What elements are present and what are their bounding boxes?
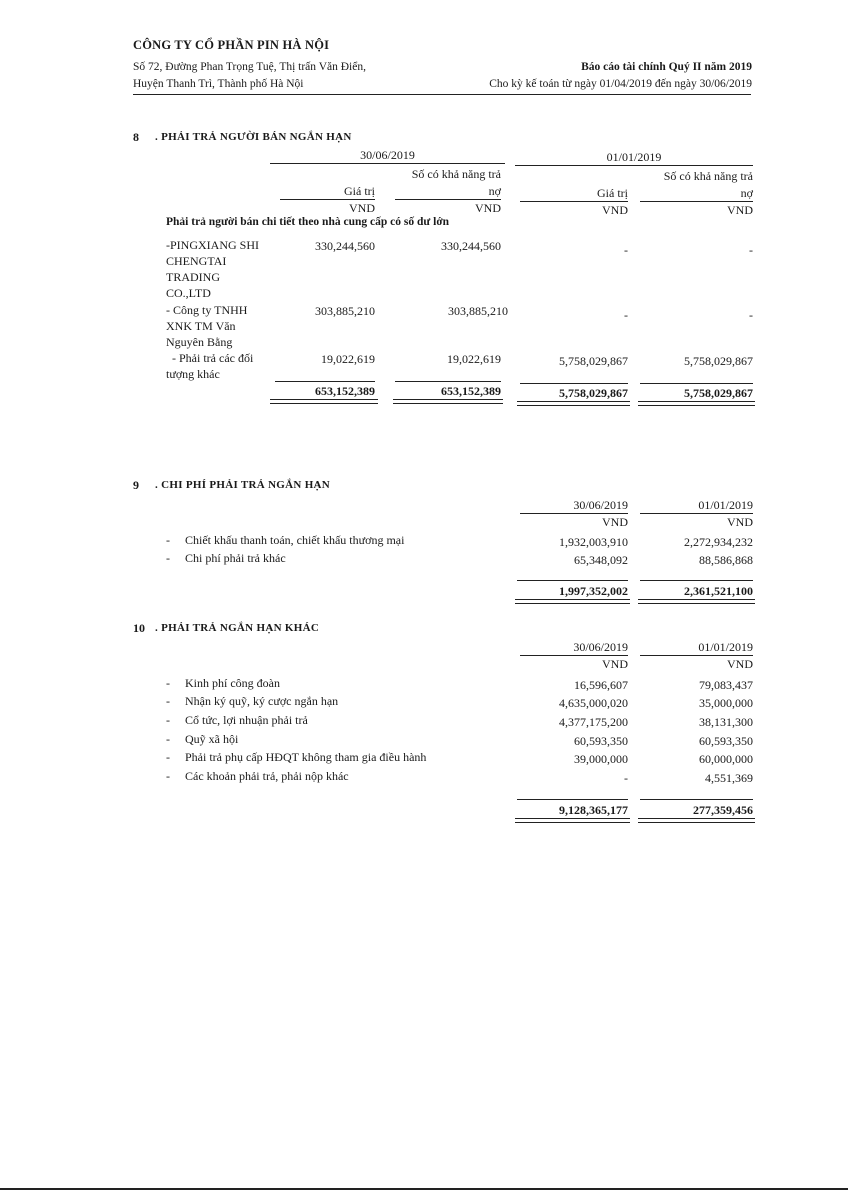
cell-value: - [749,243,753,257]
col-header-value: Giá trị [597,186,628,200]
col-rule [520,201,628,202]
total-rule [520,383,628,384]
company-address-line1: Số 72, Đường Phan Trọng Tuệ, Thị trấn Văn Điển, [133,61,366,73]
period-header-opening: 01/01/2019 [698,498,753,512]
col-header-repay-1: Số có khả năng trả [663,169,753,183]
total-double-rule [638,401,755,406]
total-value: 9,128,365,177 [559,803,628,817]
subheading: Phải trả người bán chi tiết theo nhà cung cấp có số dư lớn [166,216,450,228]
unit-label: VND [475,201,501,215]
col-rule [520,513,628,514]
unit-label: VND [727,203,753,217]
total-rule [640,580,753,581]
cell-value: 19,022,619 [321,352,375,366]
cell-value: 5,758,029,867 [684,354,753,368]
col-header-value: Giá trị [344,184,375,198]
unit-label: VND [602,203,628,217]
period-header-current: 30/06/2019 [573,498,628,512]
section-number: 9 [133,478,139,492]
cell-value: - [624,243,628,257]
total-value: 1,997,352,002 [559,584,628,598]
cell-value: 38,131,300 [699,715,753,729]
company-address-line2: Huyện Thanh Trì, Thành phố Hà Nội [133,78,304,90]
cell-value: 2,272,934,232 [684,535,753,549]
list-bullet: - [166,713,170,727]
line-item-label: Các khoản phải trả, phải nộp khác [185,769,349,783]
report-title: Báo cáo tài chính Quý II năm 2019 [581,61,752,73]
cell-value: 60,593,350 [574,734,628,748]
col-rule [520,655,628,656]
total-rule [640,799,753,800]
total-rule [517,580,628,581]
list-bullet: - [166,694,170,708]
unit-label: VND [727,657,753,671]
list-bullet: - [166,676,170,690]
total-rule [395,381,501,382]
col-header-repay-2: nợ [488,184,501,198]
total-value: 653,152,389 [315,384,375,398]
col-rule [640,655,753,656]
col-rule [395,199,501,200]
cell-value: 1,932,003,910 [559,535,628,549]
total-double-rule [515,818,630,823]
period-header-opening: 01/01/2019 [606,150,662,164]
line-item-label: Chiết khấu thanh toán, chiết khấu thương mại [185,533,405,547]
section-title: . PHẢI TRẢ NGƯỜI BÁN NGẮN HẠN [155,131,352,143]
unit-label: VND [602,657,628,671]
supplier-label: - Công ty TNHH XNK TM Văn Nguyên Bằng [166,303,248,349]
line-item-label: Nhận ký quỹ, ký cược ngắn hạn [185,694,339,708]
total-rule [640,383,753,384]
cell-value: 79,083,437 [699,678,753,692]
unit-label: VND [727,515,753,529]
cell-value: 60,000,000 [699,752,753,766]
company-name: CÔNG TY CỔ PHẦN PIN HÀ NỘI [133,38,330,52]
col-rule [640,201,753,202]
cell-value: 303,885,210 [315,304,375,318]
header-rule [133,94,751,95]
line-item-label: Quỹ xã hội [185,732,239,746]
total-double-rule [517,401,630,406]
total-rule [517,799,628,800]
total-double-rule [270,399,378,404]
total-double-rule [515,599,630,604]
cell-value: 4,551,369 [705,771,753,785]
total-value: 277,359,456 [693,803,753,817]
line-item-label: Phải trả phụ cấp HĐQT không tham gia điều hành [185,750,427,764]
cell-value: - [624,771,628,785]
line-item-label: Cổ tức, lợi nhuận phải trả [185,713,308,727]
col-rule [640,513,753,514]
total-double-rule [638,818,755,823]
line-item-label: Chi phí phải trả khác [185,551,286,565]
section-number: 8 [133,130,139,144]
period-rule-current [270,163,505,164]
cell-value: 303,885,210 [448,304,508,318]
scan-edge [0,1188,848,1190]
cell-value: 88,586,868 [699,553,753,567]
cell-value: - [624,308,628,322]
col-header-repay-2: nợ [740,186,753,200]
list-bullet: - [166,732,170,746]
cell-value: 4,377,175,200 [559,715,628,729]
total-value: 5,758,029,867 [684,386,753,400]
unit-label: VND [349,201,375,215]
total-rule [275,381,375,382]
cell-value: 65,348,092 [574,553,628,567]
col-header-repay-1: Số có khả năng trả [411,167,501,181]
section-number: 10 [133,621,145,635]
cell-value: 4,635,000,020 [559,696,628,710]
supplier-label: -PINGXIANG SHI CHENGTAI TRADING CO.,LTD [166,238,259,300]
cell-value: 39,000,000 [574,752,628,766]
cell-value: 330,244,560 [315,239,375,253]
supplier-label: - Phải trả các đối tượng khác [166,351,254,381]
list-bullet: - [166,551,170,565]
cell-value: 60,593,350 [699,734,753,748]
total-double-rule [393,399,503,404]
cell-value: 16,596,607 [574,678,628,692]
unit-label: VND [602,515,628,529]
cell-value: 19,022,619 [447,352,501,366]
total-double-rule [638,599,755,604]
report-period: Cho kỳ kế toán từ ngày 01/04/2019 đến ngày 30/06/2019 [489,78,752,90]
cell-value: 330,244,560 [441,239,501,253]
total-value: 653,152,389 [441,384,501,398]
col-rule [280,199,375,200]
cell-value: - [749,308,753,322]
period-rule-opening [515,165,753,166]
section-title: . PHẢI TRẢ NGẮN HẠN KHÁC [155,622,320,634]
total-value: 5,758,029,867 [559,386,628,400]
cell-value: 5,758,029,867 [559,354,628,368]
list-bullet: - [166,769,170,783]
cell-value: 35,000,000 [699,696,753,710]
line-item-label: Kinh phí công đoàn [185,676,280,690]
period-header-current: 30/06/2019 [573,640,628,654]
list-bullet: - [166,533,170,547]
period-header-current: 30/06/2019 [360,148,415,162]
list-bullet: - [166,750,170,764]
section-title: . CHI PHÍ PHẢI TRẢ NGẮN HẠN [155,479,331,491]
period-header-opening: 01/01/2019 [698,640,753,654]
total-value: 2,361,521,100 [684,584,753,598]
